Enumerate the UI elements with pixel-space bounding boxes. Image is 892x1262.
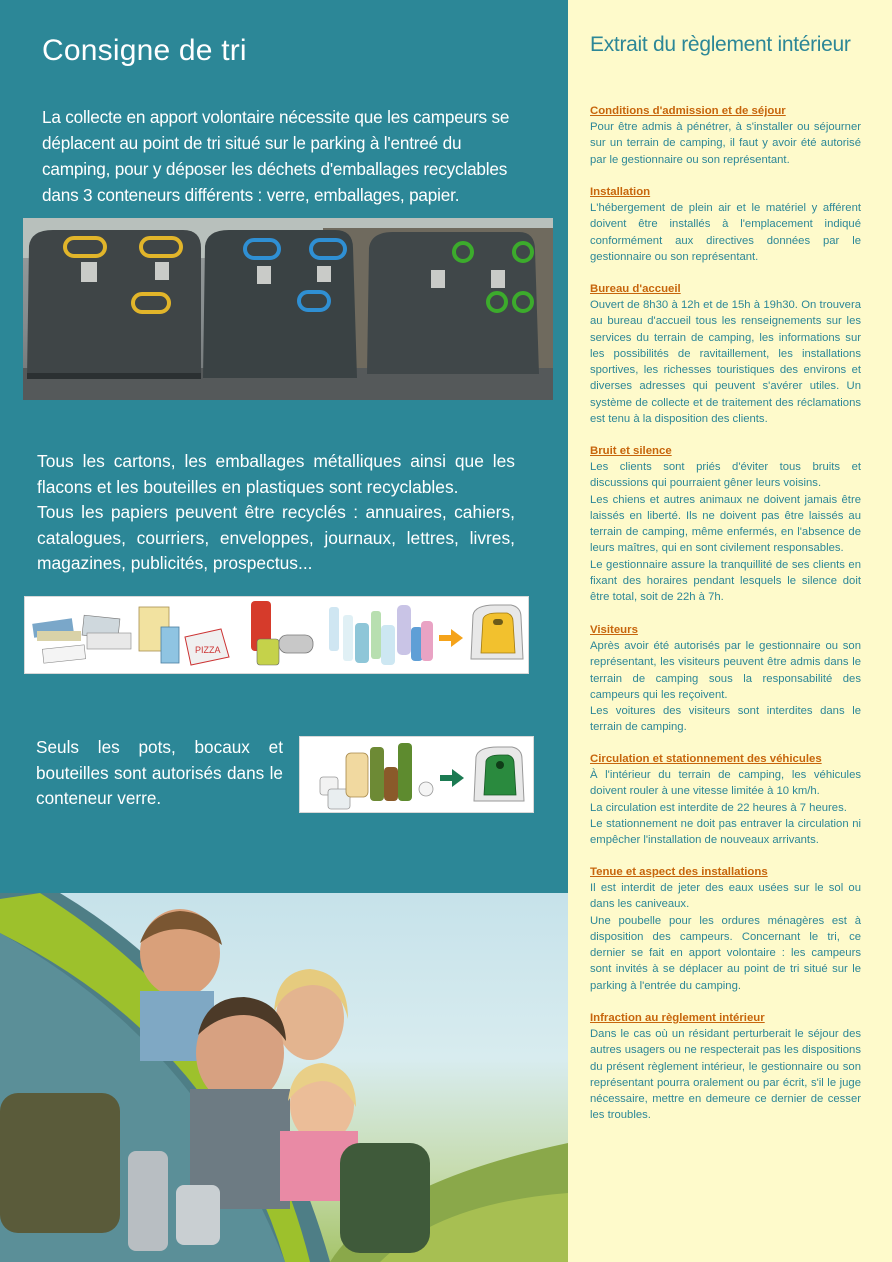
rule-body: Après avoir été autorisés par le gestionnaire ou son représentant, les visiteurs peuvent être admis dans le terrain de camping sous la responsabilité des campeurs qui les reçoivent. Les voitures des visiteurs sont interdites dans le terrain de camping.: [590, 640, 861, 734]
rules-title: Extrait du règlement intérieur: [590, 33, 851, 56]
rule-body: Les clients sont priés d'éviter tous bruits et discussions qui pourraient gêner leurs voisins. Les chiens et autres animaux ne doivent jamais être laissés en liberté. Ils ne doivent pas être laissés au terrain de camping, même enfermés, en l'absence de leurs maîtres, qui en sont civilement responsables. Le gestionnaire assure la tranquillité de ses clients en fixant des horaires pendant lesquels le silence doit être total, soit de 22h à 7h.: [590, 461, 861, 604]
rule-heading: Tenue et aspect des installations: [590, 866, 768, 878]
green-bin-icon: [474, 747, 524, 801]
glass-jars-icon: [320, 743, 433, 809]
family-camping-photo: [0, 893, 568, 1262]
rule-body: Ouvert de 8h30 à 12h et de 15h à 19h30. On trouvera au bureau d'accueil tous les renseignements sur les services du terrain de camping, les informations sur les possibilités de ravitaillement, les installations sportives, les richesses touristiques des environs et diverses adresses qui peuvent s'avérer utiles. Un système de collecte et de traitement des réclamations est tenu à la disposition des clients.: [590, 299, 861, 426]
arrow-icon: [439, 629, 463, 647]
cartons-icon: [139, 607, 229, 665]
recycling-bins-photo: [23, 218, 553, 400]
recyclable-line-1: Tous les cartons, les emballages métalliques ainsi que les flacons et les bouteilles en plastiques sont recyclables.: [37, 451, 515, 497]
rule-section-admission: [590, 103, 861, 168]
rule-section-circulation: [590, 751, 861, 848]
rule-heading: Infraction au règlement intérieur: [590, 1012, 765, 1024]
rule-section-infraction: [590, 1010, 861, 1124]
rule-heading: Installation: [590, 186, 651, 198]
rule-heading: Conditions d'admission et de séjour: [590, 105, 786, 117]
pizza-box-label: PIZZA: [195, 645, 221, 655]
recyclable-line-2: Tous les papiers peuvent être recyclés : annuaires, cahiers, catalogues, courriers, enveloppes, journaux, lettres, livres, magazines, publicités, prospectus...: [37, 502, 515, 573]
packaging-illustration: [24, 596, 529, 674]
glass-paragraph: Seuls les pots, bocaux et bouteilles sont autorisés dans le conteneur verre.: [36, 737, 283, 808]
rule-section-bureau: [590, 281, 861, 427]
page-title: Consigne de tri: [42, 34, 247, 67]
glass-illustration: [299, 736, 534, 813]
rule-heading: Visiteurs: [590, 624, 638, 636]
rule-section-tenue: [590, 864, 861, 994]
rule-heading: Bureau d'accueil: [590, 283, 681, 295]
rule-section-visiteurs: [590, 622, 861, 736]
rule-body: Il est interdit de jeter des eaux usées sur le sol ou dans les caniveaux. Une poubelle pour les ordures ménagères est à disposition des campeurs. Concernant le tri, ce dernier se fait en apport volontaire : les campeurs sont invités à se déplacer au point de tri situé sur le parking à l'entrée du camping.: [590, 882, 861, 992]
papers-icon: [32, 615, 131, 663]
rule-body: L'hébergement de plein air et le matériel y afférent doivent être installés à l'emplacement indiqué conformément aux directives données par le gestionnaire ou son représentant.: [590, 202, 861, 263]
recyclable-paragraph: [37, 449, 515, 577]
rule-body: À l'intérieur du terrain de camping, les véhicules doivent rouler à une vitesse limitée à 10 km/h. La circulation est interdite de 22 heures à 7 heures. Le stationnement ne doit pas entraver la circulation ni empêcher l'installation de nouveaux arrivants.: [590, 769, 861, 847]
rule-body: Pour être admis à pénétrer, à s'installer ou séjourner sur un terrain de camping, il faut y avoir été autorisé par le gestionnaire ou son représentant.: [590, 121, 861, 166]
cans-icon: [251, 601, 313, 665]
rule-section-bruit: [590, 443, 861, 606]
rule-heading: Circulation et stationnement des véhicules: [590, 753, 822, 765]
plastic-bottles-icon: [329, 605, 433, 665]
intro-paragraph: La collecte en apport volontaire nécessite que les campeurs se déplacent au point de tri situé sur le parking à l'entreé du camping, pour y déposer les déchets d'emballages recyclables dans 3 conteneurs différents : verre, emballages, papier.: [42, 107, 510, 205]
yellow-bin-icon: [471, 605, 523, 659]
rule-body: Dans le cas où un résidant perturberait le séjour des autres usagers ou ne respecterait pas les dispositions du présent règlement intérieur, le gestionnaire ou son représentant pourra oralement ou par écrit, s'il le juge nécessaire, mettre en demeure ce dernier de cesser les troubles.: [590, 1028, 861, 1122]
rule-heading: Bruit et silence: [590, 445, 672, 457]
rule-section-installation: [590, 184, 861, 265]
arrow-icon: [440, 769, 464, 787]
